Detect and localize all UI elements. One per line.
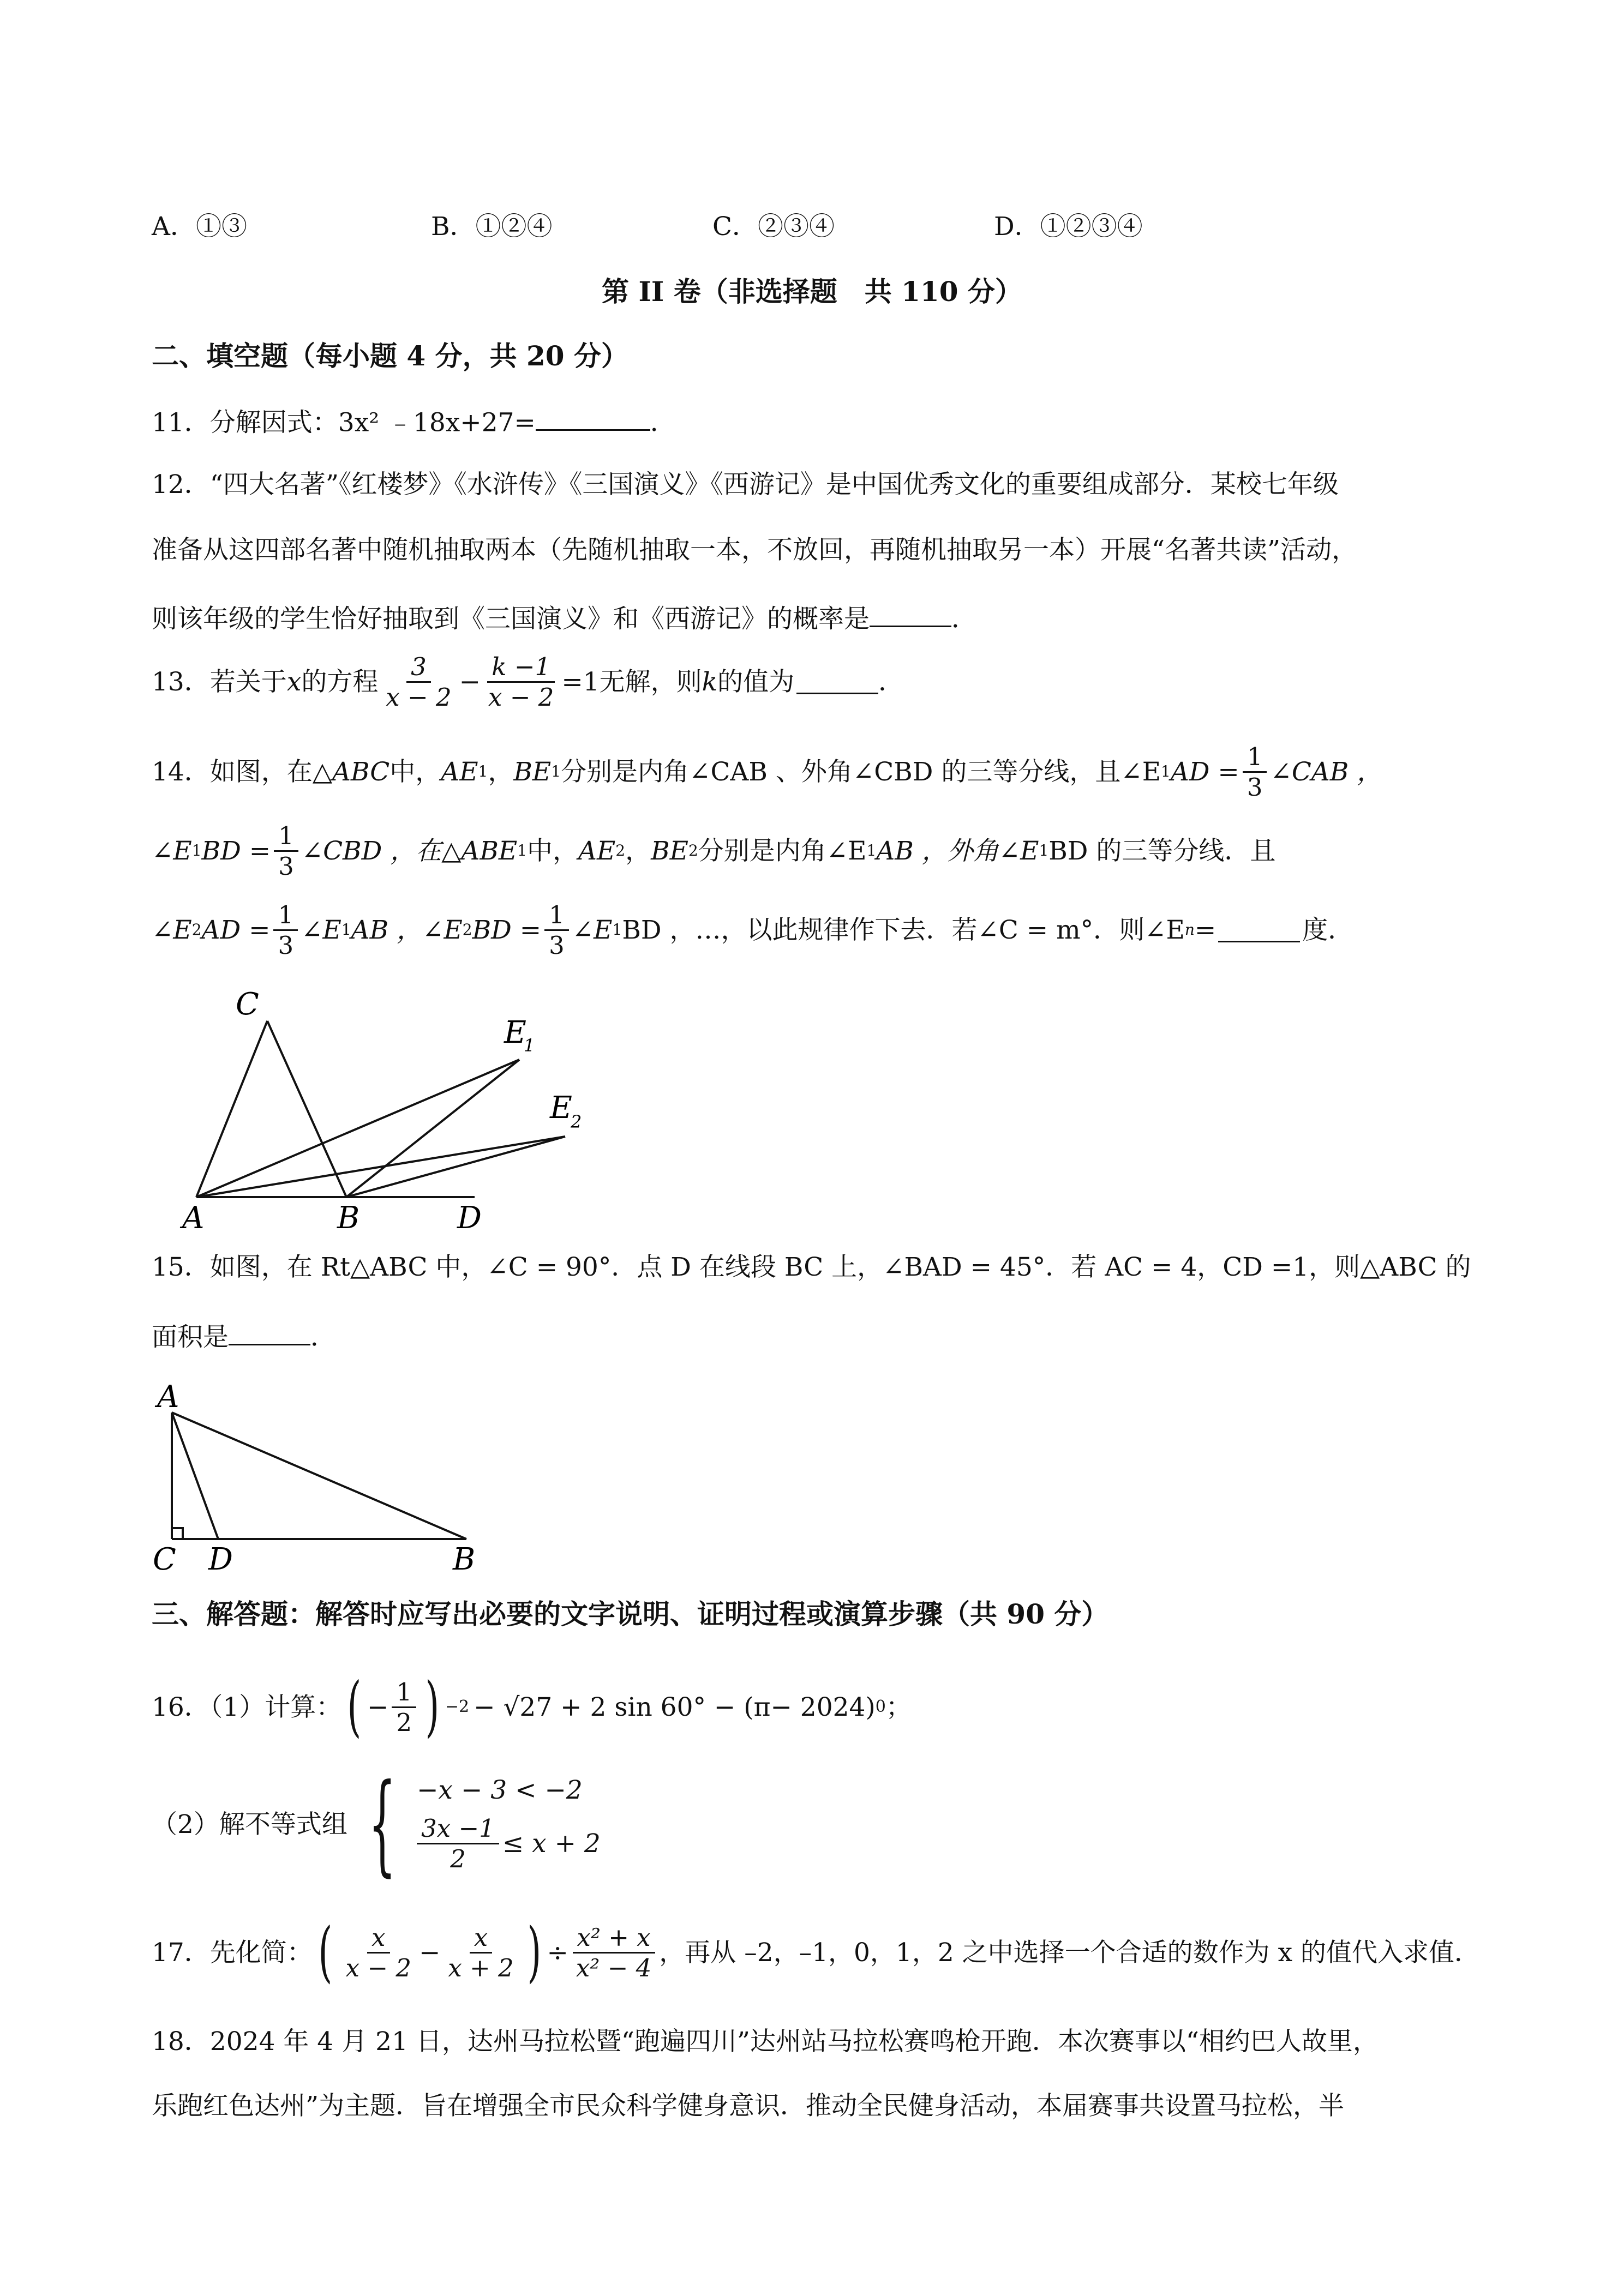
q16-part1 xyxy=(152,1669,912,1745)
fig14-label-e2: E xyxy=(550,1090,572,1126)
q14-be1: BE xyxy=(513,756,552,787)
option-a: A．①③ xyxy=(152,212,247,242)
fig14-label-b: B xyxy=(337,1200,360,1233)
question-13: 13．若关于 x 的方程 $\frac{3}{x - 2}$ − $\frac{k -1}{x - 2}$ =1 无解，则 k 的值为 ． xyxy=(152,652,904,712)
option-d: D．①②③④ xyxy=(994,212,1143,242)
q14-l2-sub-b: 1 xyxy=(866,842,877,860)
q14-l3-sub-n: n xyxy=(1184,921,1195,939)
section3-title: 三、解答题：解答时应写出必要的文字说明、证明过程或演算步骤（共 90 分） xyxy=(152,1598,1109,1630)
q17-f2-num: x xyxy=(470,1925,492,1954)
q16-system xyxy=(417,1777,601,1871)
q14-tri-abe1-sub: 1 xyxy=(517,842,527,860)
q11-answer-blank xyxy=(536,406,650,431)
q14-be1-sub: 1 xyxy=(551,762,561,780)
q17-left-paren: ( xyxy=(318,1914,333,1990)
q13-fraction-2 xyxy=(484,654,558,710)
q17-label: 17．先化简： xyxy=(152,1937,313,1968)
q14-l1-sub: 1 xyxy=(1161,762,1171,780)
q14-l1-third-num: 1 xyxy=(1243,744,1267,773)
q14-l3-e2: ∠E xyxy=(152,915,192,945)
q14-l3-third-b-num: 1 xyxy=(544,903,569,931)
q13-after: 无解，则 xyxy=(599,666,702,697)
q13-f2-den: x − 2 xyxy=(488,682,554,712)
q14-l2-sub-c: 1 xyxy=(1039,842,1049,860)
q14-be2-sub: 2 xyxy=(688,842,698,860)
q13-mid: 的方程 xyxy=(301,666,379,697)
q12-line3: 则该年级的学生恰好抽取到《三国演义》和《西游记》的概率是 ． xyxy=(152,603,977,632)
q13-f1-num: 3 xyxy=(406,654,431,683)
q14-l1-third xyxy=(1243,744,1267,800)
q14-tri-abc: △ABC xyxy=(312,756,390,787)
q16-ineq1: −x − 3 < −2 xyxy=(417,1775,583,1805)
q13-f1-den: x − 2 xyxy=(386,682,452,712)
q14-l3-ab: AB ，∠E xyxy=(351,915,463,945)
q15-line1: 15．如图，在 Rt△ABC 中，∠C = 90°．点 D 在线段 BC 上，∠BAD = 45°．若 AC = 4，CD =1，则△ABC 的 xyxy=(152,1252,1471,1282)
q13-prefix: 13．若关于 xyxy=(152,666,287,697)
fig15-label-d: D xyxy=(208,1542,233,1576)
q12-line3-text: 则该年级的学生恰好抽取到《三国演义》和《西游记》的概率是 xyxy=(152,604,870,634)
q14-l1-desc: 分别是内角∠CAB 、外角∠CBD 的三等分线，且∠E xyxy=(561,756,1161,787)
fig14-label-e1-sub: 1 xyxy=(524,1035,535,1056)
q14-l2-e1: ∠E xyxy=(152,836,192,866)
q11-text: 11．分解因式：3x² ﹣18x+27= xyxy=(152,407,536,438)
q14-l3-sub-b: 1 xyxy=(341,921,351,939)
q14-l2-desc: 分别是内角∠E xyxy=(698,836,867,866)
q16-exp0: 0 xyxy=(875,1697,886,1716)
q16-part2 xyxy=(152,1759,601,1890)
q17-f3-num: x² + x xyxy=(573,1925,655,1954)
option-c: C．②③④ xyxy=(712,212,835,242)
q14-l2-sub-a: 1 xyxy=(191,842,202,860)
q16-part1-label: 16．（1）计算： xyxy=(152,1692,342,1722)
q14-l3-bd: BD = xyxy=(472,915,542,945)
fig14-label-c: C xyxy=(236,987,259,1022)
q14-l1-cab: ∠CAB ， xyxy=(1270,756,1383,787)
q14-l3-unit: 度． xyxy=(1302,915,1354,945)
q12-line1: 12．“四大名著”《红楼梦》《水浒传》《三国演义》《西游记》是中国优秀文化的重要组成部分．某校七年级 xyxy=(152,470,1339,500)
q16-half xyxy=(392,1677,416,1737)
q14-l3-tail: BD ，…，以此规律作下去．若∠C = m°．则∠E xyxy=(622,915,1185,945)
q16-neg: − xyxy=(367,1692,389,1722)
q15-figure xyxy=(147,1369,496,1576)
q15-line2-text: 面积是 xyxy=(152,1322,229,1353)
q14-l3-ad: AD = xyxy=(201,915,271,945)
q17-right-paren: ) xyxy=(527,1914,541,1990)
volume-title: 第 II 卷（非选择题 共 110 分） xyxy=(602,275,1022,308)
q12-answer-blank xyxy=(870,603,951,627)
q13-answer-blank xyxy=(796,669,878,694)
q16-brace: { xyxy=(368,1760,396,1888)
fig15-label-c: C xyxy=(153,1542,176,1576)
q14-l2-ab: AB ，外角∠E xyxy=(876,836,1039,866)
q14-line3 xyxy=(152,900,1353,960)
question-17 xyxy=(152,1914,1480,1991)
q13-var-k: k xyxy=(702,666,718,697)
q14-l2-third xyxy=(274,821,298,881)
q17-frac2 xyxy=(444,1922,518,1982)
fig15-line-ab xyxy=(172,1413,466,1539)
q18-line2: 乐跑红色达州”为主题．旨在增强全市民众科学健身意识．推动全民健身活动，本届赛事共设置马拉松，半 xyxy=(152,2091,1345,2121)
q12-line2: 准备从这四部名著中随机抽取两本（先随机抽取一本，不放回，再随机抽取另一本）开展“名著共读”活动， xyxy=(152,535,1358,565)
q16-left-paren: ( xyxy=(347,1669,362,1745)
q14-be2: BE xyxy=(651,836,688,866)
section2-title: 二、填空题（每小题 4 分，共 20 分） xyxy=(152,340,628,372)
option-b: B．①②④ xyxy=(431,212,553,242)
q16-exp: −2 xyxy=(445,1697,470,1716)
q16-ineq2-num: 3x −1 xyxy=(417,1816,499,1844)
q13-minus: − xyxy=(459,666,481,697)
fig14-label-d: D xyxy=(457,1200,482,1233)
q14-l3-e1bd: ∠E xyxy=(572,915,613,945)
q14-l3-e1ab: ∠E xyxy=(301,915,341,945)
q14-line2: ∠E 1 BD = $\frac{1}{3}$ ∠CBD ，在 △ABE 1 中， AE 2 ， BE 2 分别是内角∠E 1 AB ，外角∠E 1 BD 的三等分线．且 xyxy=(152,821,1276,881)
q16-right-paren: ) xyxy=(425,1669,440,1745)
q14-l2-mid: 中， xyxy=(527,836,578,866)
q14-answer-blank xyxy=(1218,917,1300,942)
q14-l1-pre: 14．如图，在 xyxy=(152,756,313,787)
q16-end: ； xyxy=(885,1692,912,1722)
q17-f2-den: x + 2 xyxy=(448,1953,514,1982)
q14-l2-third-den: 3 xyxy=(278,851,294,881)
fig15-right-angle-mark xyxy=(172,1528,183,1539)
q14-l3-sub-d: 1 xyxy=(612,921,622,939)
q14-l3-sub-a: 2 xyxy=(191,921,202,939)
q16-ineq2-rest: ≤ x + 2 xyxy=(502,1829,601,1859)
fig14-line-ae1 xyxy=(196,1060,519,1197)
q16-rest: − √27 + 2 sin 60° − (π− 2024) xyxy=(474,1692,876,1722)
fig14-line-be1 xyxy=(346,1060,519,1197)
q13-suffix: 的值为 xyxy=(717,666,795,697)
q17-frac3 xyxy=(572,1922,656,1982)
q17-tail: ，再从 –2，–1，0，1，2 之中选择一个合适的数作为 x 的值代入求值． xyxy=(659,1937,1481,1968)
q13-eq: =1 xyxy=(561,666,600,697)
fig15-label-a: A xyxy=(157,1379,179,1415)
fig14-line-cb xyxy=(267,1021,346,1197)
q14-l3-eq: = xyxy=(1194,915,1216,945)
q17-f1-num: x xyxy=(367,1925,389,1954)
q14-l3-third-b-den: 3 xyxy=(549,930,565,960)
q14-figure xyxy=(175,982,589,1233)
q14-l2-bd2: BD 的三等分线．且 xyxy=(1048,836,1276,866)
q17-f1-den: x − 2 xyxy=(345,1953,411,1982)
q17-f3-den: x² − 4 xyxy=(576,1953,652,1982)
q14-ae2-sub: 2 xyxy=(615,842,626,860)
q16-part2-label: （2）解不等式组 xyxy=(152,1809,347,1840)
q18-line1: 18．2024 年 4 月 21 日，达州马拉松暨“跑遍四川”达州站马拉松赛鸣枪开跑．本次赛事以“相约巴人故里， xyxy=(152,2027,1379,2057)
q14-l1-ad: AD = xyxy=(1170,756,1239,787)
q14-l3-third-b xyxy=(544,900,569,960)
q14-l3-third-a-num: 1 xyxy=(273,903,298,931)
q14-l2-third-num: 1 xyxy=(274,824,298,852)
q14-line1: 14．如图，在 △ABC 中， AE 1 ， BE 1 分别是内角∠CAB 、外角∠CBD 的三等分线，且∠E 1 AD = $\frac{1}{3}$ ∠CAB ， xyxy=(152,742,1383,802)
q14-l2-cbd: ∠CBD ，在 xyxy=(301,836,442,866)
q14-l3-third-a xyxy=(273,900,298,960)
q14-l1-third-den: 3 xyxy=(1247,772,1263,802)
q14-ae2: AE xyxy=(578,836,616,866)
q17-minus: − xyxy=(418,1937,441,1968)
q14-ae1-sub: 1 xyxy=(478,762,488,780)
fig15-label-b: B xyxy=(453,1542,476,1576)
q13-f2-num: k −1 xyxy=(487,654,555,683)
q16-ineq2-frac xyxy=(417,1816,499,1871)
q17-div: ÷ xyxy=(547,1937,568,1968)
q14-l3-third-a-den: 3 xyxy=(278,930,294,960)
q13-fraction-1 xyxy=(381,654,456,710)
fig15-line-ad xyxy=(172,1413,218,1539)
q14-l2-bd: BD = xyxy=(201,836,271,866)
q13-var-x: x xyxy=(286,666,302,697)
q14-l3-sub-c: 2 xyxy=(462,921,472,939)
q17-frac1 xyxy=(341,1922,416,1982)
fig14-label-e2-sub: 2 xyxy=(571,1111,582,1132)
q14-l1-mid: 中， xyxy=(389,756,441,787)
fig14-label-e1: E xyxy=(504,1015,526,1050)
q14-tri-abe1: △ABE xyxy=(441,836,518,866)
q16-half-num: 1 xyxy=(392,1680,416,1708)
q16-half-den: 2 xyxy=(396,1708,412,1737)
q16-ineq2 xyxy=(417,1816,601,1871)
question-11: 11．分解因式：3x² ﹣18x+27= ． xyxy=(152,406,676,435)
q16-ineq2-den: 2 xyxy=(450,1844,466,1873)
fig14-label-a: A xyxy=(182,1200,205,1233)
q15-answer-blank xyxy=(229,1321,310,1345)
q15-line2: 面积是 ． xyxy=(152,1321,336,1350)
q14-ae1: AE xyxy=(441,756,478,787)
